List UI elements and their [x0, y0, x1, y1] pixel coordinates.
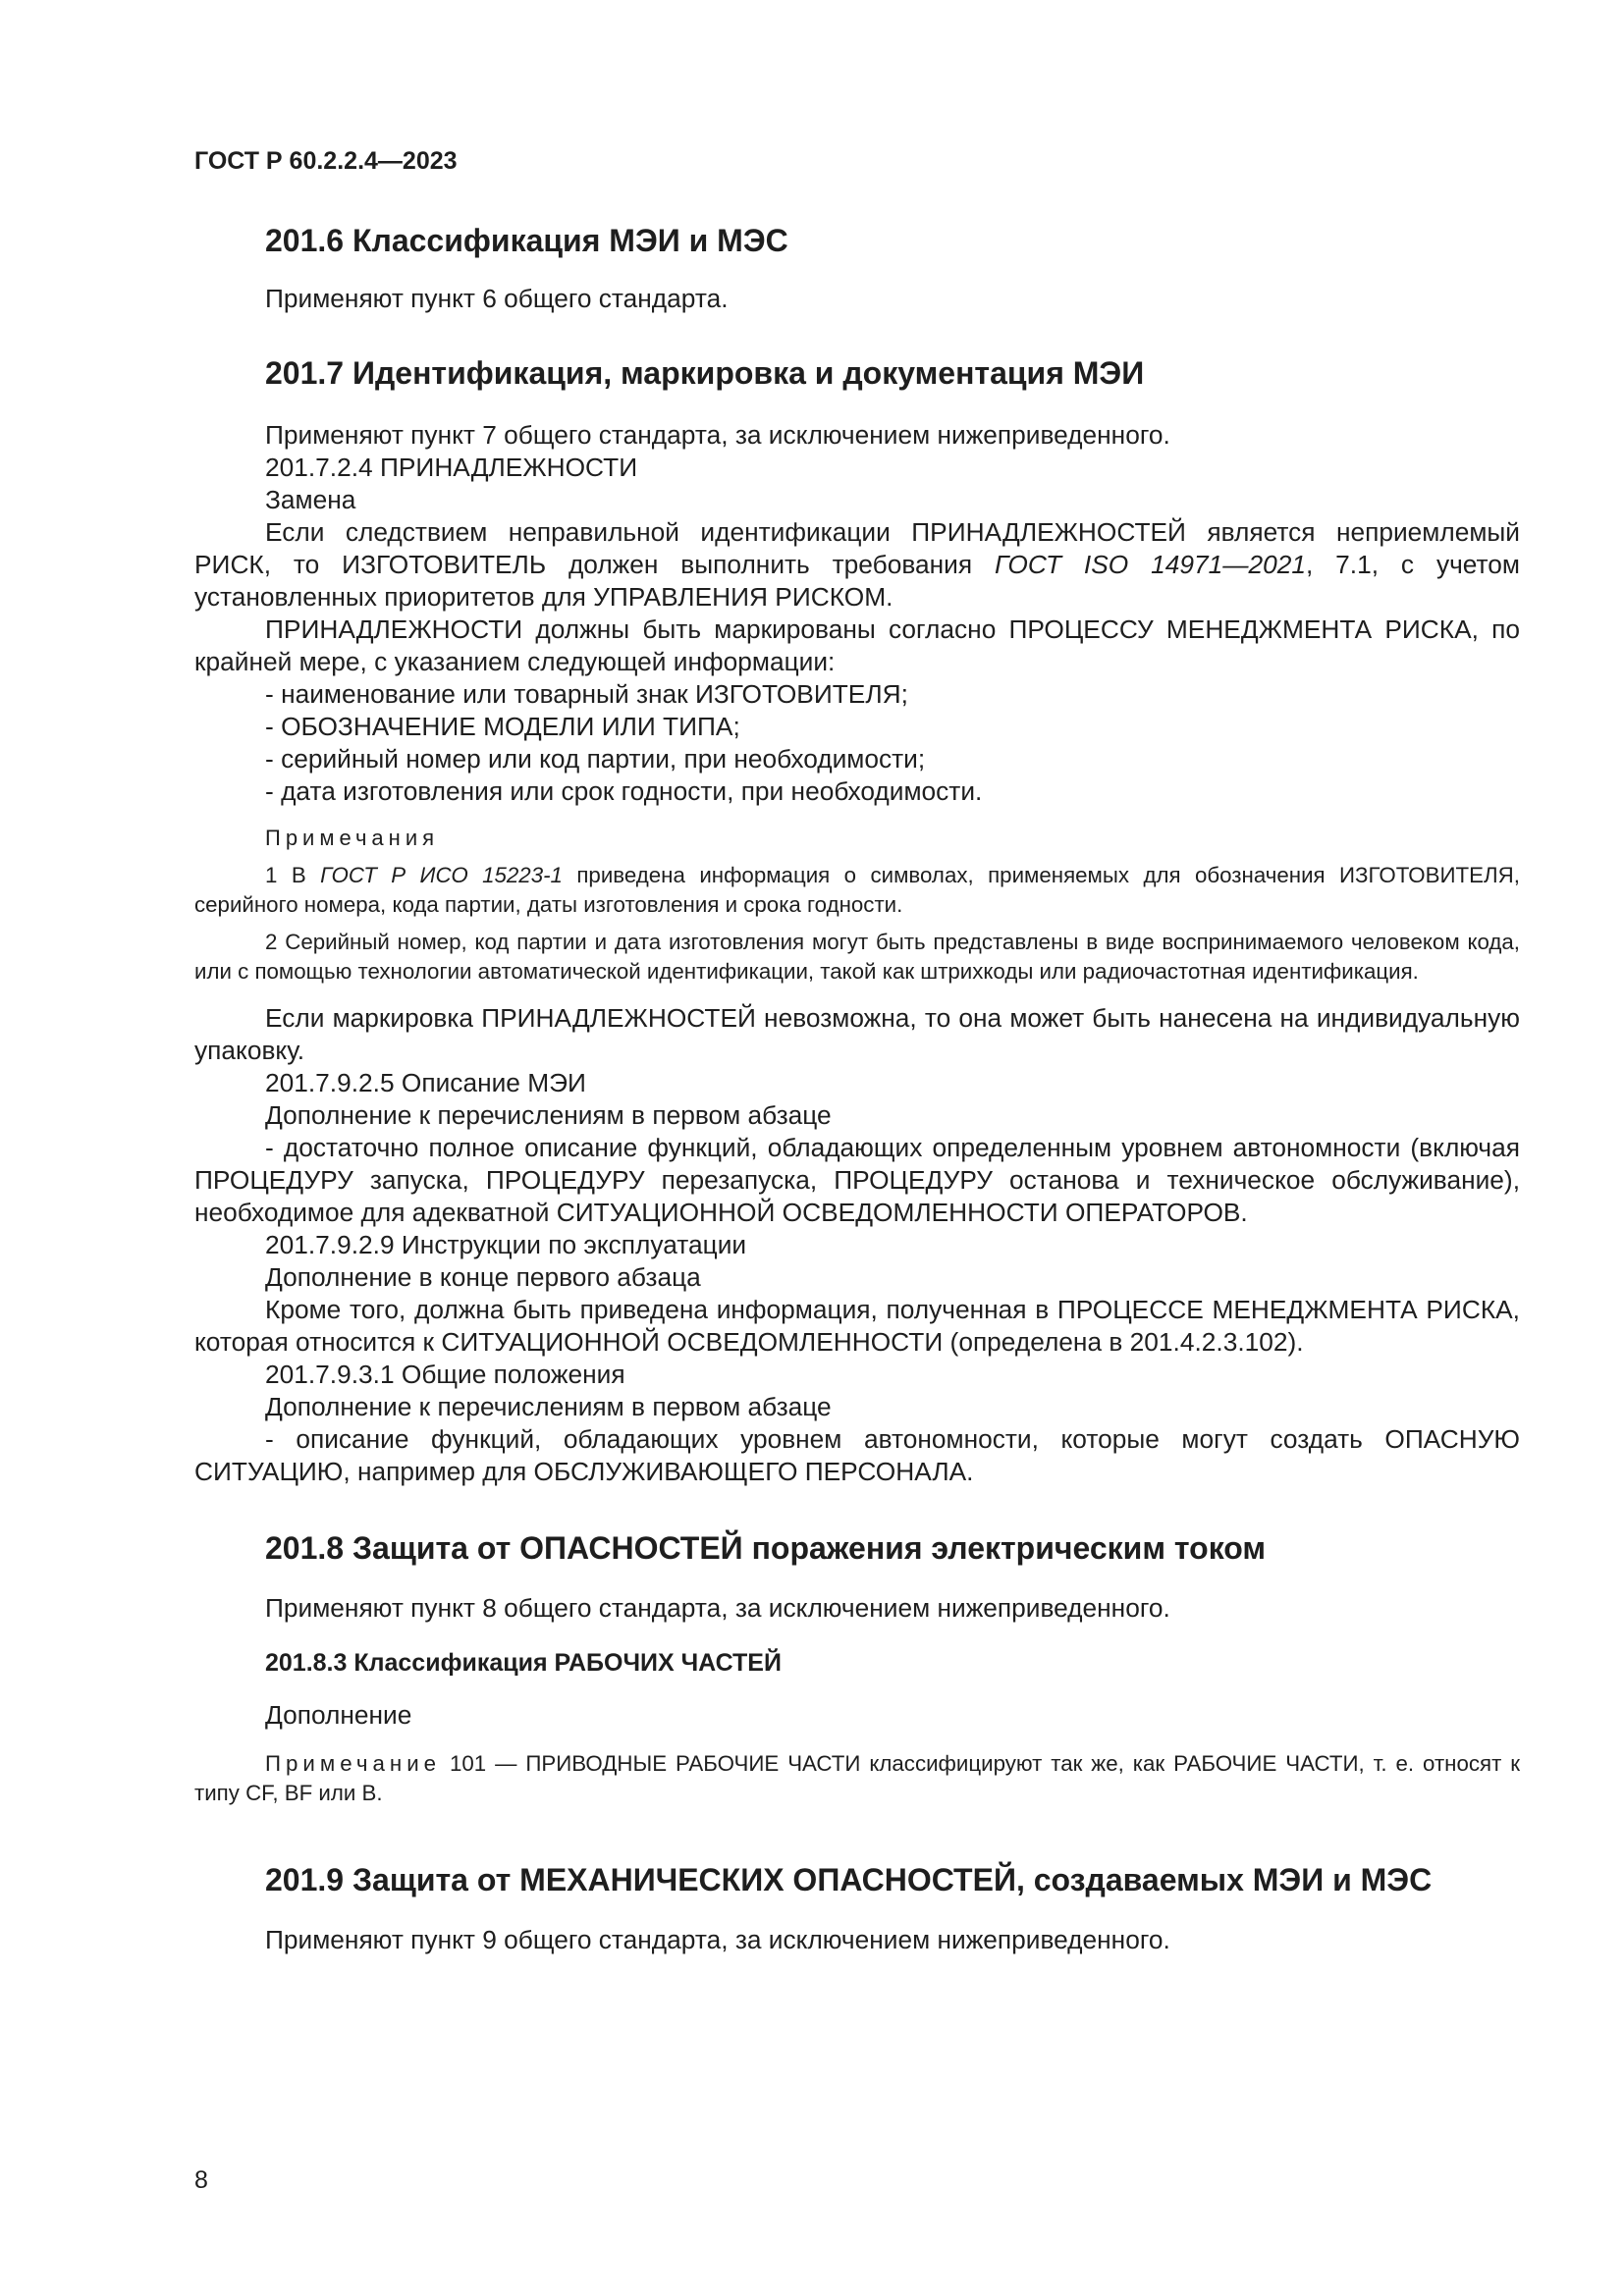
document-code-header: ГОСТ Р 60.2.2.4—2023	[194, 147, 458, 175]
text-run: 1 В	[265, 863, 321, 887]
paragraph: Дополнение в конце первого абзаца	[265, 1262, 701, 1292]
list-item: - дата изготовления или срок годности, при необходимости.	[265, 776, 983, 806]
note	[194, 1749, 1520, 1808]
notes-heading: Примечания	[265, 826, 440, 850]
paragraph	[194, 516, 1520, 614]
subsection-title-201-8-3: 201.8.3 Классификация РАБОЧИХ ЧАСТЕЙ	[265, 1649, 782, 1677]
text-run: , 7.1, с учетом установленных приоритетов для УПРАВЛЕНИЯ РИСКОМ.	[194, 550, 1520, 612]
note-label: Примечание	[265, 1751, 442, 1776]
section-title-201-6: 201.6 Классификация МЭИ и МЭС	[265, 223, 788, 258]
paragraph: Дополнение к перечислениям в первом абзаце	[265, 1100, 832, 1130]
paragraph: Кроме того, должна быть приведена информация, полученная в ПРОЦЕССЕ МЕНЕДЖМЕНТА РИСКА, которая относится к СИТУАЦИОННОЙ ОСВЕДОМЛЕННОСТИ (определена в 201.4.2.3.102).	[194, 1295, 1520, 1357]
clause-number: 201.7.9.3.1 Общие положения	[265, 1360, 625, 1389]
paragraph: Дополнение	[265, 1700, 412, 1730]
paragraph: Применяют пункт 9 общего стандарта, за исключением нижеприведенного.	[265, 1925, 1170, 1954]
clause-number: 201.7.2.4 ПРИНАДЛЕЖНОСТИ	[265, 453, 638, 482]
list-item: - наименование или товарный знак ИЗГОТОВИТЕЛЯ;	[265, 679, 908, 709]
paragraph: - описание функций, обладающих уровнем автономности, которые могут создать ОПАСНУЮ СИТУАЦИЮ, например для ОБСЛУЖИВАЮЩЕГО ПЕРСОНАЛА.	[194, 1424, 1520, 1486]
paragraph: ПРИНАДЛЕЖНОСТИ должны быть маркированы согласно ПРОЦЕССУ МЕНЕДЖМЕНТА РИСКА, по крайней мере, с указанием следующей информации:	[194, 614, 1520, 676]
text-run: Если следствием неправильной идентификации ПРИНАДЛЕЖНОСТЕЙ является неприемлемый РИСК, то ИЗГОТОВИТЕЛЬ должен выполнить требования	[194, 517, 1520, 579]
page-number: 8	[194, 2166, 208, 2194]
section-title-201-8: 201.8 Защита от ОПАСНОСТЕЙ поражения электрическим током	[265, 1530, 1267, 1566]
paragraph: Применяют пункт 6 общего стандарта.	[265, 284, 729, 313]
paragraph: Дополнение к перечислениям в первом абзаце	[265, 1392, 832, 1421]
reference-link[interactable]: ГОСТ ISO 14971—2021	[994, 550, 1306, 579]
clause-number: 201.7.9.2.5 Описание МЭИ	[265, 1068, 586, 1097]
text-run: 101 — ПРИВОДНЫЕ РАБОЧИЕ ЧАСТИ классифицируют так же, как РАБОЧИЕ ЧАСТИ, т. е. относят к типу CF, BF или B.	[194, 1751, 1520, 1805]
list-item: - ОБОЗНАЧЕНИЕ МОДЕЛИ ИЛИ ТИПА;	[265, 712, 740, 741]
paragraph: Применяют пункт 8 общего стандарта, за исключением нижеприведенного.	[265, 1593, 1170, 1623]
section-title-201-7: 201.7 Идентификация, маркировка и документация МЭИ	[265, 355, 1145, 391]
paragraph: Замена	[265, 485, 356, 514]
paragraph: Применяют пункт 7 общего стандарта, за исключением нижеприведенного.	[265, 420, 1170, 450]
paragraph: Если маркировка ПРИНАДЛЕЖНОСТЕЙ невозможна, то она может быть нанесена на индивидуальную упаковку.	[194, 1003, 1520, 1065]
list-item: - серийный номер или код партии, при необходимости;	[265, 744, 926, 774]
text-run: приведена информация о символах, применяемых для обозначения ИЗГОТОВИТЕЛЯ, серийного номера, кода партии, даты изготовления и срока годности.	[194, 863, 1520, 917]
paragraph: - достаточно полное описание функций, обладающих определенным уровнем автономности (включая ПРОЦЕДУРУ запуска, ПРОЦЕДУРУ перезапуска, ПРОЦЕДУРУ останова и техническое обслуживание), необходимое для адекватной СИТУАЦИОННОЙ ОСВЕДОМЛЕННОСТИ ОПЕРАТОРОВ.	[194, 1133, 1520, 1227]
section-title-201-9: 201.9 Защита от МЕХАНИЧЕСКИХ ОПАСНОСТЕЙ, создаваемых МЭИ и МЭС	[265, 1862, 1433, 1897]
note	[194, 861, 1520, 920]
page-content	[194, 222, 1520, 1956]
reference-link[interactable]: ГОСТ Р ИСО 15223-1	[320, 863, 563, 887]
clause-number: 201.7.9.2.9 Инструкции по эксплуатации	[265, 1230, 747, 1259]
note: 2 Серийный номер, код партии и дата изготовления могут быть представлены в виде воспринимаемого человеком кода, или с помощью технологии автоматической идентификации, такой как штрихкоды или радиочастотная идентификация.	[194, 930, 1520, 984]
bullet-list	[194, 678, 1520, 808]
